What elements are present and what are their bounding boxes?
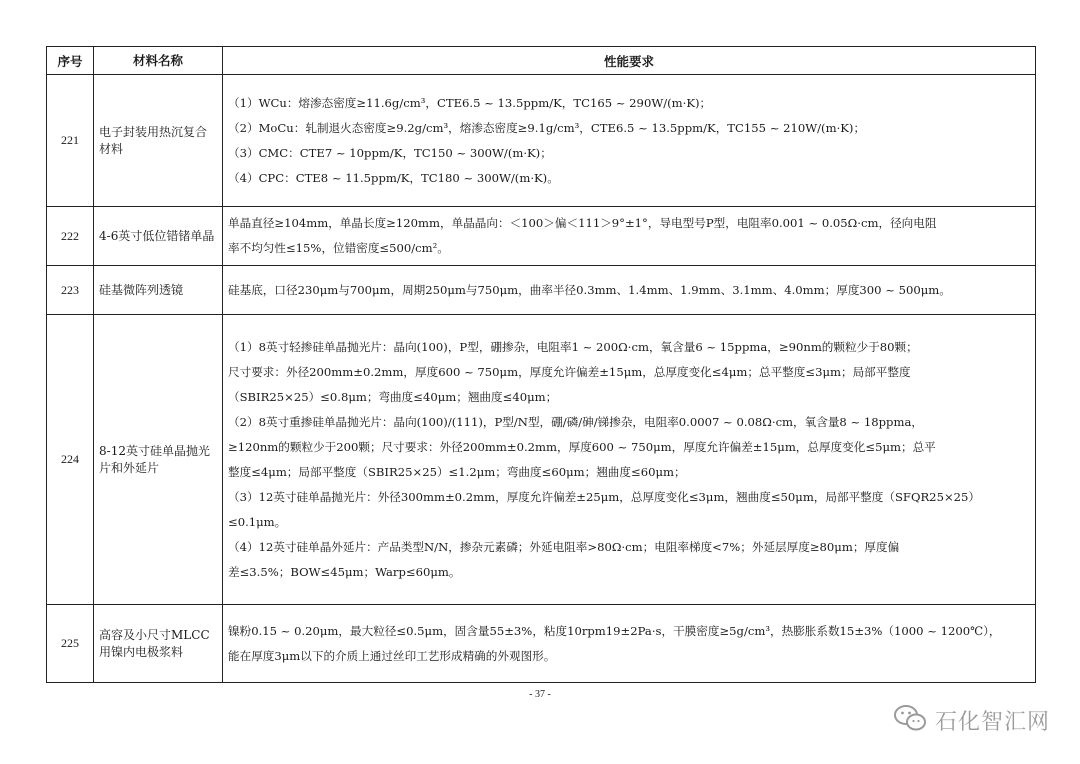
- requirement-line: 能在厚度3μm以下的介质上通过丝印工艺形成精确的外观图形。: [228, 648, 556, 663]
- requirement-line: 镍粉0.15 ~ 0.20μm，最大粒径≤0.5μm，固含量55±3%，粘度10rpm19±2Pa·s，干膜密度≥5g/cm³，热膨胀系数15±3%（1000 ~ 1200℃），: [228, 623, 1001, 638]
- requirements: [223, 266, 1036, 315]
- requirement-line: （SBIR25×25）≤0.8μm；弯曲度≤40μm；翘曲度≤40μm；: [228, 389, 558, 404]
- row-number: 223: [47, 266, 94, 315]
- watermark-text: 石化智汇网: [934, 709, 1050, 735]
- requirement-line: 率不均匀性≤15%，位错密度≤500/cm²。: [228, 241, 449, 255]
- table-row: [47, 207, 1036, 266]
- table-row: [47, 266, 1036, 315]
- material-name: 硅基微阵列透镜: [94, 266, 223, 315]
- requirement-line: （2）MoCu：轧制退火态密度≥9.2g/cm³，熔渗态密度≥9.1g/cm³，CTE6.5 ~ 13.5ppm/K，TC155 ~ 210W/(m·K)；: [228, 120, 866, 135]
- table-row: [47, 605, 1036, 683]
- row-number: 222: [47, 207, 94, 266]
- table-row: [47, 315, 1036, 605]
- row-number: 225: [47, 605, 94, 683]
- header-requirements: 性能要求: [223, 47, 1036, 75]
- requirement-line: （3）12英寸硅单晶抛光片：外径300mm±0.2mm，厚度允许偏差±25μm，总厚度变化≤3μm，翘曲度≤50μm，局部平整度（SFQR25×25）: [228, 489, 981, 504]
- requirements: [223, 75, 1036, 207]
- requirement-line: 尺寸要求：外径200mm±0.2mm，厚度600 ~ 750μm，厚度允许偏差±15μm，总厚度变化≤4μm；总平整度≤3μm；局部平整度: [228, 364, 911, 379]
- requirement-line: （3）CMC：CTE7 ~ 10ppm/K，TC150 ~ 300W/(m·K)；: [228, 145, 552, 160]
- requirement-line: 整度≤4μm；局部平整度（SBIR25×25）≤1.2μm；弯曲度≤60μm；翘曲度≤60μm；: [228, 464, 686, 479]
- row-number: 221: [47, 75, 94, 207]
- requirement-line: ≤0.1μm。: [228, 514, 287, 529]
- requirements: [223, 207, 1036, 266]
- materials-table: [46, 46, 1036, 683]
- requirement-line: （1）WCu：熔渗态密度≥11.6g/cm³，CTE6.5 ~ 13.5ppm/K，TC165 ~ 290W/(m·K)；: [228, 95, 712, 110]
- requirements: [223, 315, 1036, 605]
- row-number: 224: [47, 315, 94, 605]
- table-header-row: [47, 47, 1036, 75]
- requirement-line: （4）CPC：CTE8 ~ 11.5ppm/K，TC180 ~ 300W/(m·K)。: [228, 170, 559, 185]
- wechat-icon: [893, 704, 927, 736]
- header-number: 序号: [47, 47, 94, 75]
- requirement-line: 差≤3.5%；BOW≤45μm；Warp≤60μm。: [228, 564, 461, 579]
- requirement-line: ≥120nm的颗粒少于200颗；尺寸要求：外径200mm±0.2mm，厚度600 ~ 750μm，厚度允许偏差±15μm，总厚度变化≤5μm；总平: [228, 439, 936, 454]
- requirement-line: （2）8英寸重掺硅单晶抛光片：晶向(100)/(111)，P型/N型，硼/磷/砷/锑掺杂，电阻率0.0007 ~ 0.08Ω·cm，氧含量8 ~ 18ppma，: [228, 414, 923, 429]
- page-number: - 37 -: [529, 689, 551, 700]
- material-name: 4-6英寸低位错锗单晶: [94, 207, 223, 266]
- material-name: 8-12英寸硅单晶抛光片和外延片: [94, 315, 223, 605]
- table-row: [47, 75, 1036, 207]
- material-name: 电子封装用热沉复合材料: [94, 75, 223, 207]
- requirement-line: （4）12英寸硅单晶外延片：产品类型N/N，掺杂元素磷；外延电阻率>80Ω·cm；电阻率梯度<7%；外延层厚度≥80μm；厚度偏: [228, 539, 900, 554]
- requirements: [223, 605, 1036, 683]
- requirement-line: 硅基底，口径230μm与700μm，周期250μm与750μm，曲率半径0.3mm、1.4mm、1.9mm、3.1mm、4.0mm；厚度300 ~ 500μm。: [228, 282, 951, 297]
- header-material-name: 材料名称: [94, 47, 223, 75]
- watermark: [893, 704, 1050, 736]
- material-name: 高容及小尺寸MLCC用镍内电极浆料: [94, 605, 223, 683]
- requirement-line: （1）8英寸轻掺硅单晶抛光片：晶向(100)，P型，硼掺杂，电阻率1 ~ 200Ω·cm，氧含量6 ~ 15ppma，≥90nm的颗粒少于80颗；: [228, 339, 918, 354]
- requirement-line: 单晶直径≥104mm，单晶长度≥120mm，单晶晶向：＜100＞偏＜111＞9°±1°，导电型号P型，电阻率0.001 ~ 0.05Ω·cm，径向电阻: [228, 216, 937, 230]
